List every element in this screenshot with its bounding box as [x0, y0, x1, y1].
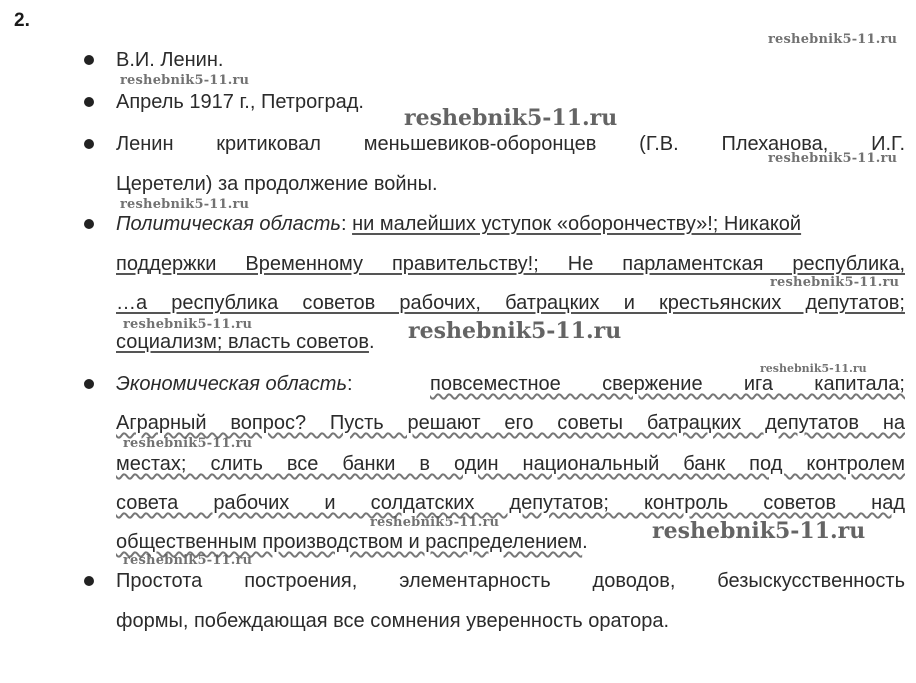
list-item-political-line-3	[116, 291, 905, 315]
political-text: ни малейших уступок «оборончеству»!; Никакой	[352, 213, 802, 235]
watermark: reshebnik5-11.ru	[652, 518, 866, 544]
economic-text: общественным производством и распределением	[116, 531, 583, 553]
economic-text: совета рабочих и солдатских депутатов; контроль советов над	[116, 492, 905, 514]
list-item-political-line-2	[116, 252, 905, 276]
bullet-icon	[84, 139, 94, 149]
political-label-colon: :	[340, 213, 353, 235]
list-item-political-line-1	[116, 212, 905, 236]
list-item-author: В.И. Ленин.	[116, 49, 224, 71]
political-text: поддержки Временному правительству!; Не парламентская республика,	[116, 253, 905, 275]
bullet-icon	[84, 97, 94, 107]
bullet-icon	[84, 379, 94, 389]
list-item-economic-line-4	[116, 491, 905, 515]
economic-label: Экономическая область	[116, 373, 347, 395]
list-item-economic-line-3	[116, 452, 905, 476]
list-item-date-place: Апрель 1917 г., Петроград.	[116, 91, 364, 113]
watermark: reshebnik5-11.ru	[408, 318, 622, 344]
list-item-criticism-line-2: Церетели) за продолжение войны.	[116, 173, 438, 195]
political-end: .	[368, 331, 375, 353]
watermark: reshebnik5-11.ru	[370, 515, 500, 530]
bullet-icon	[84, 55, 94, 65]
economic-text: Аграрный вопрос? Пусть решают его советы батрацких депутатов на	[116, 412, 905, 434]
economic-text: местах; слить все банки в один национальный банк под контролем	[116, 453, 905, 475]
bullet-icon	[84, 576, 94, 586]
watermark: reshebnik5-11.ru	[760, 362, 867, 375]
list-item-criticism-line-1: Ленин критиковал меньшевиков-оборонцев (Г.В. Плеханова, И.Г.	[116, 133, 905, 155]
political-text: …а республика советов рабочих, батрацких и крестьянских депутатов;	[116, 292, 905, 314]
watermark: reshebnik5-11.ru	[404, 105, 618, 131]
bullet-icon	[84, 219, 94, 229]
watermark: reshebnik5-11.ru	[768, 151, 898, 166]
watermark: reshebnik5-11.ru	[768, 32, 898, 47]
watermark: reshebnik5-11.ru	[120, 73, 250, 88]
watermark: reshebnik5-11.ru	[770, 275, 900, 290]
political-text: социализм; власть советов	[116, 331, 369, 353]
watermark: reshebnik5-11.ru	[120, 197, 250, 212]
list-item-style-line-2: формы, побеждающая все сомнения уверенность оратора.	[116, 610, 670, 632]
list-item-economic-line-2	[116, 411, 905, 435]
list-item-economic-line-1	[116, 372, 905, 396]
watermark: reshebnik5-11.ru	[123, 553, 253, 568]
political-label: Политическая область	[116, 213, 341, 235]
economic-label-colon: :	[346, 373, 353, 395]
watermark: reshebnik5-11.ru	[123, 436, 253, 451]
task-number: 2.	[14, 10, 30, 31]
economic-end: .	[582, 531, 588, 553]
list-item-style-line-1: Простота построения, элементарность доводов, безыскусственность	[116, 570, 905, 592]
economic-text: повсеместное свержение ига капитала;	[430, 373, 905, 395]
watermark: reshebnik5-11.ru	[123, 317, 253, 332]
